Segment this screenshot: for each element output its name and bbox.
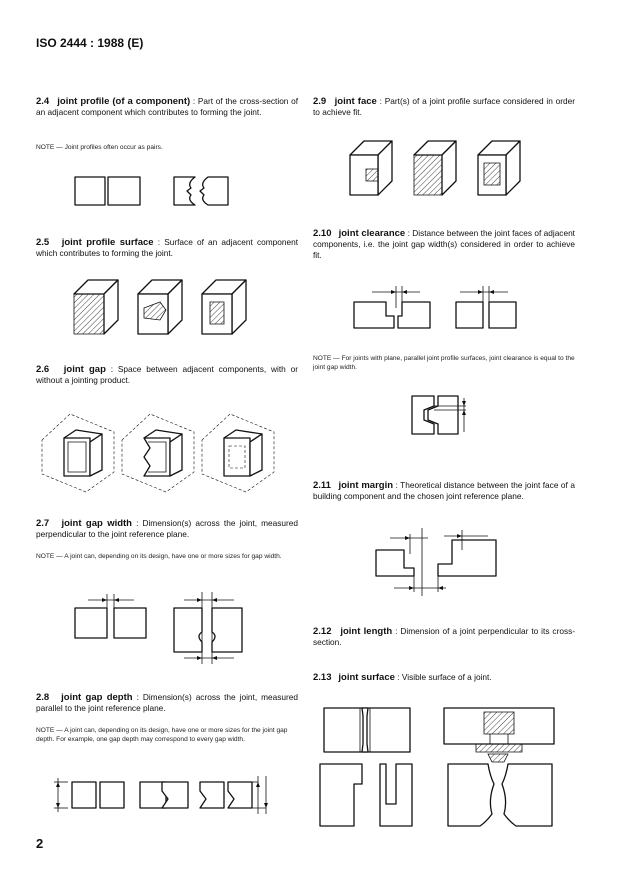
definition-2-6 (36, 364, 298, 386)
definition-text: : Dimension of a joint perpendicular to its cross-section. (313, 626, 576, 647)
definition-text: : Surface of an adjacent component which contributes to forming the joint. (36, 237, 299, 258)
figure-joint-margin (372, 528, 542, 598)
definition-text: : Visible surface of a joint. (397, 672, 492, 682)
definition-2-9 (313, 96, 575, 118)
definition-2-13 (313, 672, 575, 683)
note-2-10: NOTE — For joints with plane, parallel joint profile surfaces, joint clearance is equal to the joint gap width. (313, 355, 575, 371)
figure-joint-clearance (350, 286, 540, 336)
definition-text: : Dimension(s) across the joint, measured parallel to the joint reference plane. (36, 692, 299, 713)
note-2-8: NOTE — A joint can, depending on its design, have one or more sizes for the joint gap depth. For example, one gap depth may correspond to every gap width. (36, 727, 288, 743)
note-2-7: NOTE — A joint can, depending on its design, have one or more sizes for gap width. (36, 553, 282, 560)
clause-number: 2.13 (313, 672, 332, 683)
definition-text: : Space between adjacent components, with or without a jointing product. (36, 364, 298, 385)
term: joint gap (63, 364, 106, 375)
clause-number: 2.10 (313, 228, 332, 239)
note-2-4: NOTE — Joint profiles often occur as pairs. (36, 144, 163, 151)
figure-joint-gap (42, 410, 282, 495)
definition-2-5 (36, 237, 298, 259)
term: joint profile (of a component) (57, 96, 191, 107)
term: joint clearance (338, 228, 406, 239)
figure-joint-profile (74, 174, 264, 208)
figure-joint-gap-depth (54, 776, 274, 816)
definition-2-11 (313, 480, 575, 502)
definition-2-7 (36, 518, 298, 540)
clause-number: 2.7 (36, 518, 50, 529)
figure-joint-face (350, 141, 540, 201)
clause-number: 2.8 (36, 692, 50, 703)
definition-2-4 (36, 96, 298, 118)
page-number: 2 (36, 836, 44, 851)
document-header: ISO 2444 : 1988 (E) (36, 36, 144, 50)
term: joint margin (338, 480, 394, 491)
term: joint surface (338, 672, 395, 683)
clause-number: 2.11 (313, 480, 331, 491)
term: joint profile surface (61, 237, 154, 248)
clause-number: 2.5 (36, 237, 50, 248)
definition-text: : Distance between the joint faces of adjacent components, i.e. the joint gap width(s) considered in order to achieve fit. (313, 228, 575, 260)
figure-joint-profile-surface (74, 280, 264, 340)
definition-text: : Part(s) of a joint profile surface considered in order to achieve fit. (313, 96, 576, 117)
term: joint face (334, 96, 377, 107)
definition-2-8 (36, 692, 298, 714)
clause-number: 2.12 (313, 626, 332, 637)
clause-number: 2.9 (313, 96, 327, 107)
definition-2-12 (313, 626, 575, 648)
figure-plane-parallel-joint (410, 392, 480, 446)
figure-joint-surface (318, 704, 568, 844)
clause-number: 2.6 (36, 364, 50, 375)
clause-number: 2.4 (36, 96, 50, 107)
definition-text: : Theoretical distance between the joint face of a building component and the chosen joint reference plane. (313, 480, 575, 501)
definition-text: : Dimension(s) across the joint, measured perpendicular to the joint reference plane. (36, 518, 299, 539)
term: joint gap depth (61, 692, 133, 703)
definition-text: : Part of the cross-section of an adjacent component which contributes to forming the joint. (36, 96, 299, 117)
definition-2-10 (313, 228, 575, 261)
term: joint length (340, 626, 393, 637)
term: joint gap width (61, 518, 132, 529)
figure-joint-gap-width (74, 586, 264, 668)
